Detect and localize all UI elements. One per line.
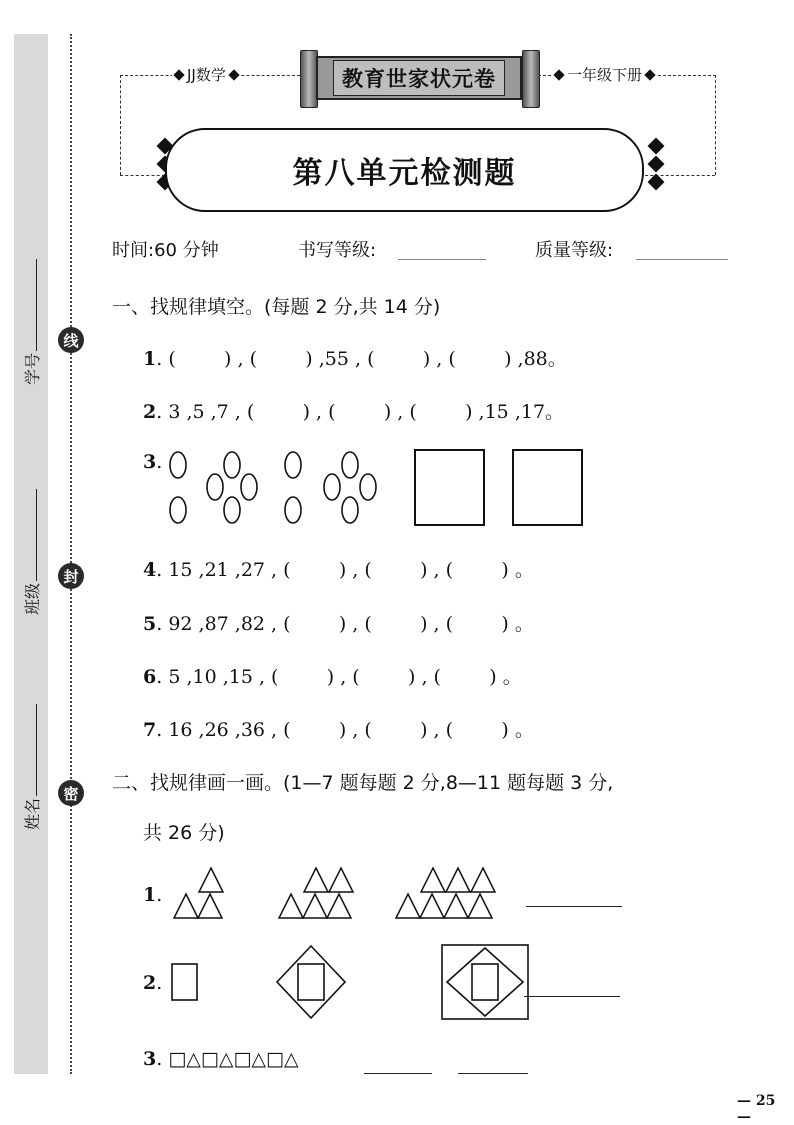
writing-grade-label: 书写等级: [298,240,377,261]
seal-secret-mark: 密 [58,780,84,806]
time-label: 时间:60 分钟 [112,240,219,261]
s2-question-2: 2. [143,972,163,994]
s1-question-4[interactable]: 4. 15 ,21 ,27 , ( ) , ( ) , ( ) 。 [143,559,534,581]
student-id-blank[interactable] [26,259,37,351]
series-scroll [300,50,538,106]
series-title: 教育世家状元卷 [333,60,505,96]
name-field[interactable] [20,704,43,830]
s2-question-1: 1. [143,884,163,906]
seal-seal-mark: 封 [58,563,84,589]
section2-title: 二、找规律画一画。(1—7 题每题 2 分,8—11 题每题 3 分, [112,772,614,794]
triangle-pattern-figure [168,866,508,924]
diamond-icon [228,69,239,80]
page-title: 第八单元检测题 [165,128,644,212]
s2-q3-answer-line-1[interactable] [364,1073,432,1074]
subject-tag-text: JJ数学 [187,66,226,84]
student-id-label: 学号 [23,352,42,385]
s1-question-1[interactable]: 1. ( ) , ( ) ,55 , ( ) , ( ) ,88。 [143,348,567,370]
s1-question-7[interactable]: 7. 16 ,26 ,36 , ( ) , ( ) , ( ) 。 [143,719,534,741]
section2-title-cont: 共 26 分) [143,822,225,844]
nested-shape-figure [168,942,538,1022]
name-label: 姓名 [23,797,42,830]
diamond-stack-right [648,138,664,190]
diamond-icon [644,69,655,80]
s1-question-3: 3. [143,451,163,473]
class-blank[interactable] [26,489,37,581]
s2-q1-answer-line[interactable] [526,906,622,907]
scroll-rod-right [522,50,540,108]
name-blank[interactable] [26,704,37,796]
grade-tag [552,64,657,85]
diamond-icon [553,69,564,80]
seal-line-mark: 线 [58,327,84,353]
grade-tag-text: 一年级下册 [567,66,643,84]
s1-question-2[interactable]: 2. 3 ,5 ,7 , ( ) , ( ) , ( ) ,15 ,17。 [143,401,565,423]
quality-grade-blank[interactable] [636,259,728,260]
writing-grade-blank[interactable] [398,259,486,260]
class-label: 班级 [23,582,42,615]
ellipse-pattern-figure [160,445,600,530]
s1-question-5[interactable]: 5. 92 ,87 ,82 , ( ) , ( ) , ( ) 。 [143,613,534,635]
student-id-field[interactable] [20,259,43,385]
page-number: — 25 — [737,1093,776,1125]
s1-question-6[interactable]: 6. 5 ,10 ,15 , ( ) , ( ) , ( ) 。 [143,666,522,688]
s2-q2-answer-line[interactable] [524,996,620,997]
class-field[interactable] [20,489,43,615]
s2-q3-answer-line-2[interactable] [458,1073,528,1074]
section1-title: 一、找规律填空。(每题 2 分,共 14 分) [112,296,441,318]
s2-question-3: 3. □△□△□△□△ [143,1048,299,1070]
subject-tag [172,64,241,85]
diamond-icon [173,69,184,80]
quality-grade-label: 质量等级: [535,240,614,261]
